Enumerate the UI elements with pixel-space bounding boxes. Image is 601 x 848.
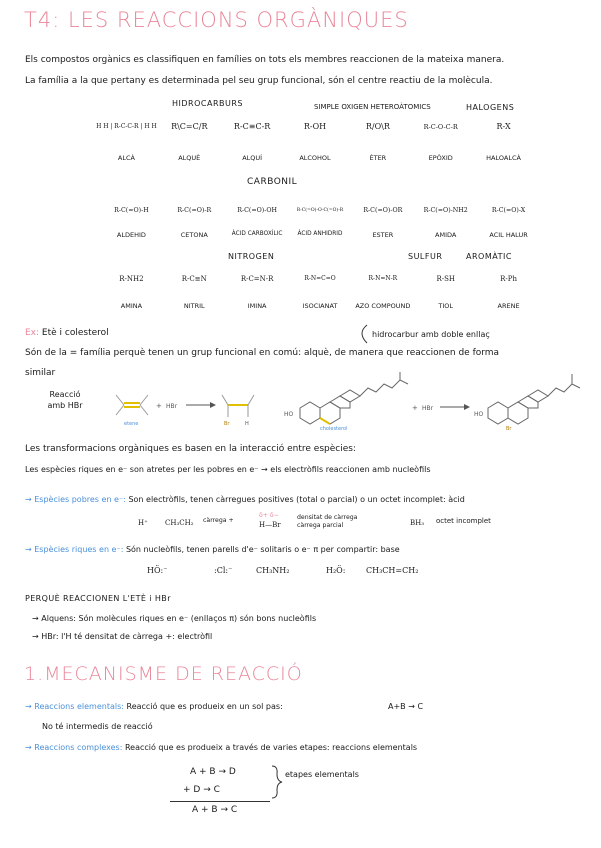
- row-hydrocarbons-oxygen-names: [95, 154, 535, 162]
- rich-ex-propene: CH₃CH=CH₂: [366, 566, 419, 575]
- poor-ex-delta: δ+ δ−: [259, 512, 279, 519]
- bromoethane-molecule: [222, 395, 254, 417]
- ethene-plus: +: [156, 402, 162, 410]
- ethene-reaction: [110, 385, 280, 427]
- name-alca: ALCÀ: [117, 154, 135, 162]
- cholesterol-hbr: HBr: [422, 405, 434, 412]
- poor-ex-bh3: BH₃: [410, 519, 425, 527]
- cholesterol-arrowhead: [464, 404, 470, 410]
- name-nitril: NITRIL: [183, 302, 205, 310]
- rich-ex-water: H₂Ö:: [326, 566, 346, 575]
- product-ho: HO: [474, 411, 484, 418]
- step-total: A + B → C: [192, 805, 238, 815]
- name-eter: ÈTER: [369, 154, 387, 162]
- formula-tiol: R-SH: [436, 275, 455, 283]
- poor-ex-h: H⁺: [138, 519, 148, 527]
- row-nitrogen-names: [100, 302, 540, 310]
- example-line: [25, 328, 109, 338]
- complex-line: [25, 743, 417, 752]
- name-arene: ARENE: [497, 302, 520, 310]
- product-br: Br: [224, 421, 230, 427]
- row-hydrocarbons-oxygen: [95, 113, 535, 141]
- elementary-text: Reacció que es produeix en un sol pas:: [126, 702, 283, 711]
- rich-species-prefix: → Espècies riques en e⁻:: [25, 545, 124, 554]
- formula-eter: R/O\R: [365, 122, 390, 131]
- formula-alca: H H | R-C-C-R | H H: [96, 123, 157, 130]
- formula-arene: R-Ph: [500, 275, 517, 283]
- group-halogens-label: HALOGENS: [466, 103, 515, 112]
- row-nitrogen: [100, 265, 540, 293]
- formula-aldehid: R-C(=O)-H: [114, 207, 149, 214]
- steps-brace: [270, 764, 284, 800]
- elementary-line: [25, 702, 283, 711]
- rich-ex-hydroxide: HÖ:⁻: [147, 566, 168, 575]
- formula-acid-anhidrid: R-C(=O)-O-C(=O)-R: [296, 208, 344, 213]
- formula-epoxid: R-C-O-C-R: [423, 123, 458, 131]
- cholesterol-plus: +: [412, 404, 418, 412]
- poor-species-prefix: → Espècies pobres en e⁻:: [25, 495, 126, 504]
- formula-amina: R-NH2: [119, 275, 144, 283]
- elementary-note: No té intermedis de reacció: [42, 722, 153, 731]
- group-carbonil-label: CARBONIL: [247, 177, 298, 187]
- name-aldehid: ALDEHID: [116, 231, 146, 239]
- name-alque: ALQUÈ: [178, 154, 201, 162]
- name-alqui: ALQUÍ: [242, 154, 263, 162]
- complex-text: Reacció que es produeix a través de varies etapes: reaccions elementals: [124, 743, 418, 752]
- cholesterol-caption: cholesterol: [320, 426, 348, 432]
- why-item-2: → HBr: l'H té densitat de càrrega +: electròfil: [32, 632, 213, 641]
- name-tiol: TIOL: [438, 302, 454, 310]
- name-acid-carboxilic: ÀCID CARBOXÍLIC: [231, 231, 283, 237]
- example-line-1: Són de la = família perquè tenen un grup funcional en comú: alquè, de manera que reaccionen de forma: [25, 348, 500, 358]
- poor-species-text: Son electròfils, tenen càrregues positives (total o parcial) o un octet incomplet: àcid: [128, 495, 465, 504]
- ethene-hbr: HBr: [166, 403, 178, 410]
- poor-ex-ethyl: CH₃CH₂: [165, 519, 194, 527]
- sum-line: [170, 801, 270, 802]
- elementary-prefix: → Reaccions elementals:: [25, 702, 124, 711]
- name-acid-anhidrid: ÀCID ANHIDRID: [297, 231, 343, 237]
- product-h: H: [245, 421, 249, 427]
- section-1-title: 1.MECANISME DE REACCIÓ: [24, 663, 303, 685]
- name-amida: AMIDA: [435, 231, 457, 239]
- ethene-caption: etene: [124, 421, 139, 427]
- poor-ex-octet: octet incomplet: [436, 517, 491, 525]
- formula-amida: R-C(=O)-NH2: [423, 207, 468, 214]
- ethene-molecule: [116, 395, 148, 415]
- name-azo: AZO COMPOUND: [355, 302, 411, 310]
- intro-line-2: La família a la que pertany es determinada pel seu grup funcional, són el centre reactiu de la molècula.: [25, 76, 493, 86]
- ethene-arrowhead: [210, 402, 216, 408]
- transformations-line-2: Les espècies riques en e⁻ son atretes per les pobres en e⁻ → els electròfils reaccionen amb nucleòfils: [25, 465, 431, 474]
- intro-line-1: Els compostos orgànics es classifiquen en famílies on tots els membres reaccionen de la mateixa manera.: [25, 55, 505, 65]
- cholesterol-molecule: [300, 372, 408, 424]
- formula-imina: R-C=N-R: [240, 275, 274, 283]
- steps-label: etapes elementals: [285, 770, 359, 779]
- formula-alqui: R-C≡C-R: [233, 122, 271, 131]
- name-epoxid: EPÒXID: [428, 154, 453, 162]
- poor-ex-density: densitat de càrrega càrrega parcial: [297, 514, 358, 529]
- cholesterol-ho: HO: [284, 411, 294, 418]
- group-nitrogen-label: NITROGEN: [228, 252, 275, 261]
- rich-species-text: Són nucleòfils, tenen parells d'e⁻ solitaris o e⁻ π per compartir: base: [125, 545, 400, 554]
- group-aromatic-label: AROMÀTIC: [466, 252, 512, 261]
- group-sulfur-label: SULFUR: [408, 252, 443, 261]
- formula-acid-carboxilic: R-C(=O)-OH: [237, 207, 278, 214]
- rich-ex-chloride: :Cl:⁻: [214, 566, 233, 575]
- formula-isocianat: R-N=C=O: [304, 275, 336, 282]
- why-item-1: → Alquens: Són molècules riques en e⁻ (enllaços π) són bons nucleòfils: [32, 614, 317, 623]
- name-alcohol: ALCOHOL: [299, 154, 331, 162]
- name-imina: IMINA: [247, 302, 267, 310]
- example-line-2: similar: [25, 368, 56, 378]
- example-note: hidrocarbur amb doble enllaç: [372, 330, 490, 339]
- formula-alcohol: R-OH: [303, 122, 327, 131]
- formula-alque: R\C=C/R: [171, 122, 208, 131]
- example-label: Ex:: [25, 328, 40, 338]
- name-cetona: CETONA: [180, 231, 208, 239]
- group-oxigen-label: SIMPLE OXIGEN HETEROÀTOMICS: [314, 103, 431, 111]
- row-carbonil-names: [100, 231, 540, 239]
- poor-species-line: [25, 495, 465, 504]
- step-2: + D → C: [183, 785, 220, 795]
- complex-prefix: → Reaccions complexes:: [25, 743, 123, 752]
- elementary-equation: A+B → C: [388, 702, 424, 711]
- example-text: Etè i colesterol: [41, 328, 109, 338]
- poor-ex-charge: càrrega +: [203, 517, 234, 524]
- why-heading: PERQUÈ REACCIONEN L'ETÈ i HBr: [25, 594, 171, 603]
- step-1: A + B → D: [190, 767, 236, 777]
- row-carbonil: [100, 197, 540, 225]
- name-acil-halur: ACIL HALUR: [489, 231, 528, 239]
- name-isocianat: ISOCIANAT: [302, 302, 338, 310]
- rich-ex-methylamine: CH₃NH₂: [256, 566, 290, 575]
- cholesterol-reaction: [280, 360, 585, 432]
- name-amina: AMINA: [120, 302, 143, 310]
- transformations-line-1: Les transformacions orgàniques es basen en la interacció entre espècies:: [25, 444, 356, 454]
- note-bracket: [355, 323, 371, 345]
- formula-haloalca: R-X: [496, 122, 511, 131]
- formula-ester: R-C(=O)-OR: [363, 207, 403, 214]
- rich-species-line: [25, 545, 400, 554]
- formula-azo: R-N=N-R: [368, 275, 398, 282]
- name-ester: ESTER: [372, 231, 394, 239]
- reaction-label: Reacció amb HBr: [47, 390, 83, 410]
- formula-acil-halur: R-C(=O)-X: [491, 207, 526, 214]
- poor-ex-hbr: H—Br: [259, 521, 281, 529]
- bromocholestane-molecule: [488, 374, 580, 424]
- formula-nitril: R-C≡N: [181, 275, 207, 283]
- group-hidrocarburs-label: HIDROCARBURS: [172, 99, 243, 108]
- formula-cetona: R-C(=O)-R: [177, 207, 212, 214]
- cholesterol-product-br: Br: [506, 426, 512, 432]
- page-title: T4: LES REACCIONS ORGÀNIQUES: [24, 8, 409, 32]
- name-haloalca: HALOALCÀ: [486, 154, 521, 162]
